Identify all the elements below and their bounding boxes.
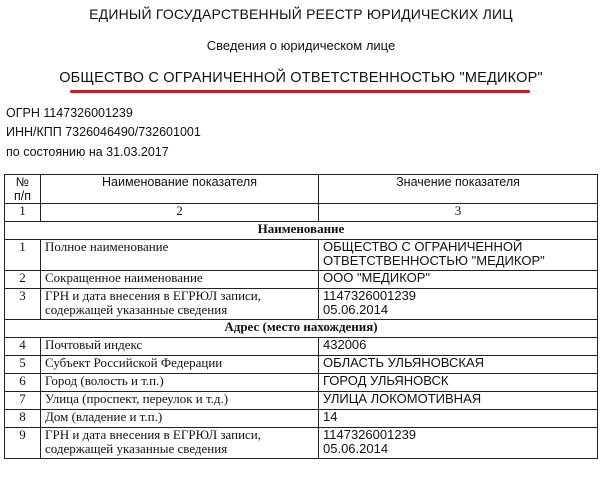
col-header-indicator: Наименование показателя [41,175,319,204]
row-value [319,271,598,289]
row-value [319,428,598,459]
col-header-number: № п/п [5,175,41,204]
value-line: ОТВЕТСТВЕННОСТЬЮ "МЕДИКОР" [323,253,545,268]
table-row [5,356,598,374]
indicator-line: ГРН и дата внесения в ЕГРЮЛ записи, [45,427,262,442]
col-header-value: Значение показателя [319,175,598,204]
row-number: 1 [5,240,41,271]
value-line: ОБЛАСТЬ УЛЬЯНОВСКАЯ [323,355,485,370]
value-line: 05.06.2014 [323,302,389,317]
table-row [5,374,598,392]
register-table [4,174,598,459]
table-row [5,410,598,428]
indicator-line: Город (волость и т.п.) [45,373,164,388]
row-indicator [41,410,319,428]
row-indicator [41,392,319,410]
column-number: 1 [5,204,41,222]
red-underline-highlight [70,90,530,93]
row-value [319,289,598,320]
section-heading-name: Наименование [5,222,598,240]
row-value [319,356,598,374]
table-row [5,289,598,320]
row-number: 9 [5,428,41,459]
table-row [5,428,598,459]
column-number: 3 [319,204,598,222]
indicator-line: содержащей указанные сведения [45,441,228,456]
column-number: 2 [41,204,319,222]
indicator-line: Субъект Российской Федерации [45,355,223,370]
row-indicator [41,356,319,374]
company-name-heading: ОБЩЕСТВО С ОГРАНИЧЕННОЙ ОТВЕТСТВЕННОСТЬЮ "МЕДИКОР" [59,70,543,86]
indicator-line: Почтовый индекс [45,337,143,352]
row-number: 8 [5,410,41,428]
row-value [319,240,598,271]
value-line: УЛИЦА ЛОКОМОТИВНАЯ [323,391,482,406]
value-line: 432006 [323,337,367,352]
value-line: 05.06.2014 [323,441,389,456]
row-indicator [41,240,319,271]
row-indicator [41,289,319,320]
row-number: 4 [5,338,41,356]
table-header-row [5,175,598,204]
inn-kpp-line: ИНН/КПП 7326046490/732601001 [6,125,201,139]
as-of-date-line: по состоянию на 31.03.2017 [6,145,169,159]
register-title: ЕДИНЫЙ ГОСУДАРСТВЕННЫЙ РЕЕСТР ЮРИДИЧЕСКИХ ЛИЦ [89,6,513,22]
row-number: 5 [5,356,41,374]
row-number: 6 [5,374,41,392]
value-line: 1147326001239 [323,427,417,442]
row-number: 2 [5,271,41,289]
value-line: 1147326001239 [323,288,417,303]
value-line: 14 [323,409,338,424]
row-indicator [41,271,319,289]
row-indicator [41,428,319,459]
row-value [319,410,598,428]
table-row [5,240,598,271]
row-value [319,374,598,392]
ogrn-line: ОГРН 1147326001239 [6,106,133,120]
table-row [5,392,598,410]
row-indicator [41,338,319,356]
section-heading-address: Адрес (место нахождения) [5,320,598,338]
indicator-line: Сокращенное наименование [45,270,203,285]
value-line: ОБЩЕСТВО С ОГРАНИЧЕННОЙ [323,239,523,254]
indicator-line: Полное наименование [45,239,169,254]
section-row-name [5,222,598,240]
row-number: 3 [5,289,41,320]
table-row [5,338,598,356]
document-subtitle: Сведения о юридическом лице [206,38,396,53]
indicator-line: ГРН и дата внесения в ЕГРЮЛ записи, [45,288,262,303]
value-line: ГОРОД УЛЬЯНОВСК [323,373,449,388]
row-value [319,338,598,356]
section-row-address [5,320,598,338]
indicator-line: содержащей указанные сведения [45,302,228,317]
column-number-row [5,204,598,222]
row-number: 7 [5,392,41,410]
indicator-line: Дом (владение и т.п.) [45,409,163,424]
row-indicator [41,374,319,392]
indicator-line: Улица (проспект, переулок и т.д.) [45,391,229,406]
value-line: ООО "МЕДИКОР" [323,270,431,285]
table-row [5,271,598,289]
row-value [319,392,598,410]
